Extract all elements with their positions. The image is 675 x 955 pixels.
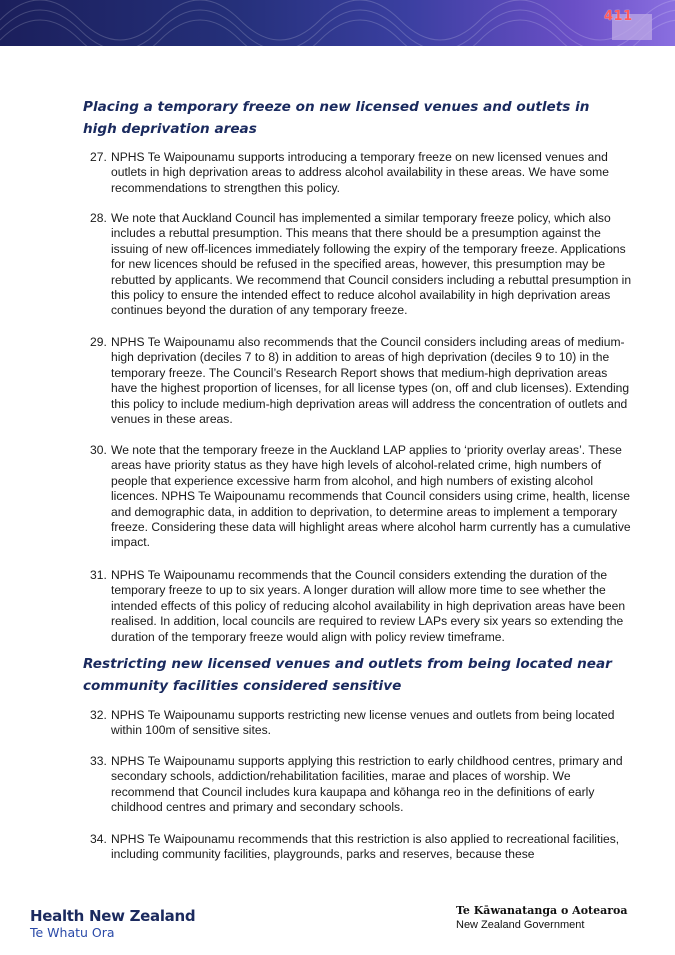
brand-name: Health New Zealand [30, 907, 196, 925]
banner-pattern [0, 0, 675, 46]
gov-subtitle: New Zealand Government [456, 919, 585, 931]
item-text: NPHS Te Waipounamu recommends that this restriction is also applied to recreational facilities, including community facilities, playgrounds, parks and reserves, because these [111, 832, 620, 862]
item-text: NPHS Te Waipounamu supports introducing a temporary freeze on new licensed venues and outlets in high deprivation areas to address alcohol availability in these areas. We have some recommendations to strengthen this policy. [111, 150, 609, 195]
list-item [90, 443, 635, 551]
item-number: 28. [90, 211, 107, 225]
brand-subtitle: Te Whatu Ora [30, 925, 115, 940]
header-banner [0, 0, 675, 46]
page-number: 411 [604, 9, 633, 24]
item-number: 31. [90, 568, 107, 582]
item-text: We note that the temporary freeze in the Auckland LAP applies to ‘priority overlay areas’. These areas have priority status as they have high levels of alcohol-related crime, high numbers of people that experience excessive harm from alcohol, and high numbers of existing alcohol licences. NPHS Te Waipounamu recommends that Council considers using crime, health, license and demographic data, in addition to deprivation, to determine areas to implement a temporary freeze. Considering these data will highlight areas where alcohol harm currently has a cumulative impact. [111, 443, 631, 550]
item-number: 27. [90, 150, 107, 164]
item-text: NPHS Te Waipounamu supports restricting new license venues and outlets from being located within 100m of sensitive sites. [111, 708, 615, 738]
item-text: We note that Auckland Council has implemented a similar temporary freeze policy, which also includes a rebuttal presumption. This means that there should be a presumption against the issuing of new off-licences immediately following the expiry of the temporary freeze. Applications for new licences should be refused in the specified areas, however, this presumption may be rebutted by applicants. We recommend that Council considers including a rebuttal presumption in this policy to ensure the intended effect to reduce alcohol availability in high deprivation areas continues beyond the duration of any temporary freeze. [111, 211, 632, 318]
health-nz-logo [30, 907, 195, 940]
item-number: 29. [90, 335, 107, 349]
item-text: NPHS Te Waipounamu supports applying this restriction to early childhood centres, primary and secondary schools, addiction/rehabilitation facilities, marae and places of worship. We recommend that Council includes kura kaupapa and kōhanga reo in the definitions of early childhood centres and primary and secondary schools. [111, 754, 623, 815]
section-heading-sensitive-sites: Restricting new licensed venues and outlets from being located near community facilities considered sensitive [83, 656, 612, 694]
list-item [90, 832, 635, 863]
item-number: 30. [90, 443, 107, 457]
item-text: NPHS Te Waipounamu recommends that the Council considers extending the duration of the temporary freeze to up to six years. A longer duration will allow more time to see whether the intended effects of this policy of reducing alcohol availability in high deprivation areas have been realised. In addition, local councils are required to review LAPs every six years so extending the duration of the temporary freeze would align with policy review timeframe. [111, 568, 626, 644]
list-item [90, 754, 635, 816]
list-item [90, 335, 635, 427]
list-item [90, 568, 635, 645]
item-number: 32. [90, 708, 107, 722]
list-item [90, 150, 635, 196]
item-number: 33. [90, 754, 107, 768]
list-item [90, 211, 635, 319]
list-item [90, 708, 635, 739]
item-number: 34. [90, 832, 107, 846]
section-heading-freeze: Placing a temporary freeze on new licensed venues and outlets in high deprivation areas [83, 99, 590, 137]
nz-government-logo [456, 903, 628, 932]
gov-name: Te Kāwanatanga o Aotearoa [456, 904, 628, 917]
item-text: NPHS Te Waipounamu also recommends that the Council considers including areas of medium-high deprivation (deciles 7 to 8) in addition to areas of high deprivation (deciles 9 to 10) in the temporary freeze. The Council’s Research Report shows that medium-high deprivation areas have the highest proportion of licenses, for all license types (on, off and club licenses). Extending this policy to include medium-high deprivation areas will address the concentration of outlets and venues in these areas. [111, 335, 630, 427]
